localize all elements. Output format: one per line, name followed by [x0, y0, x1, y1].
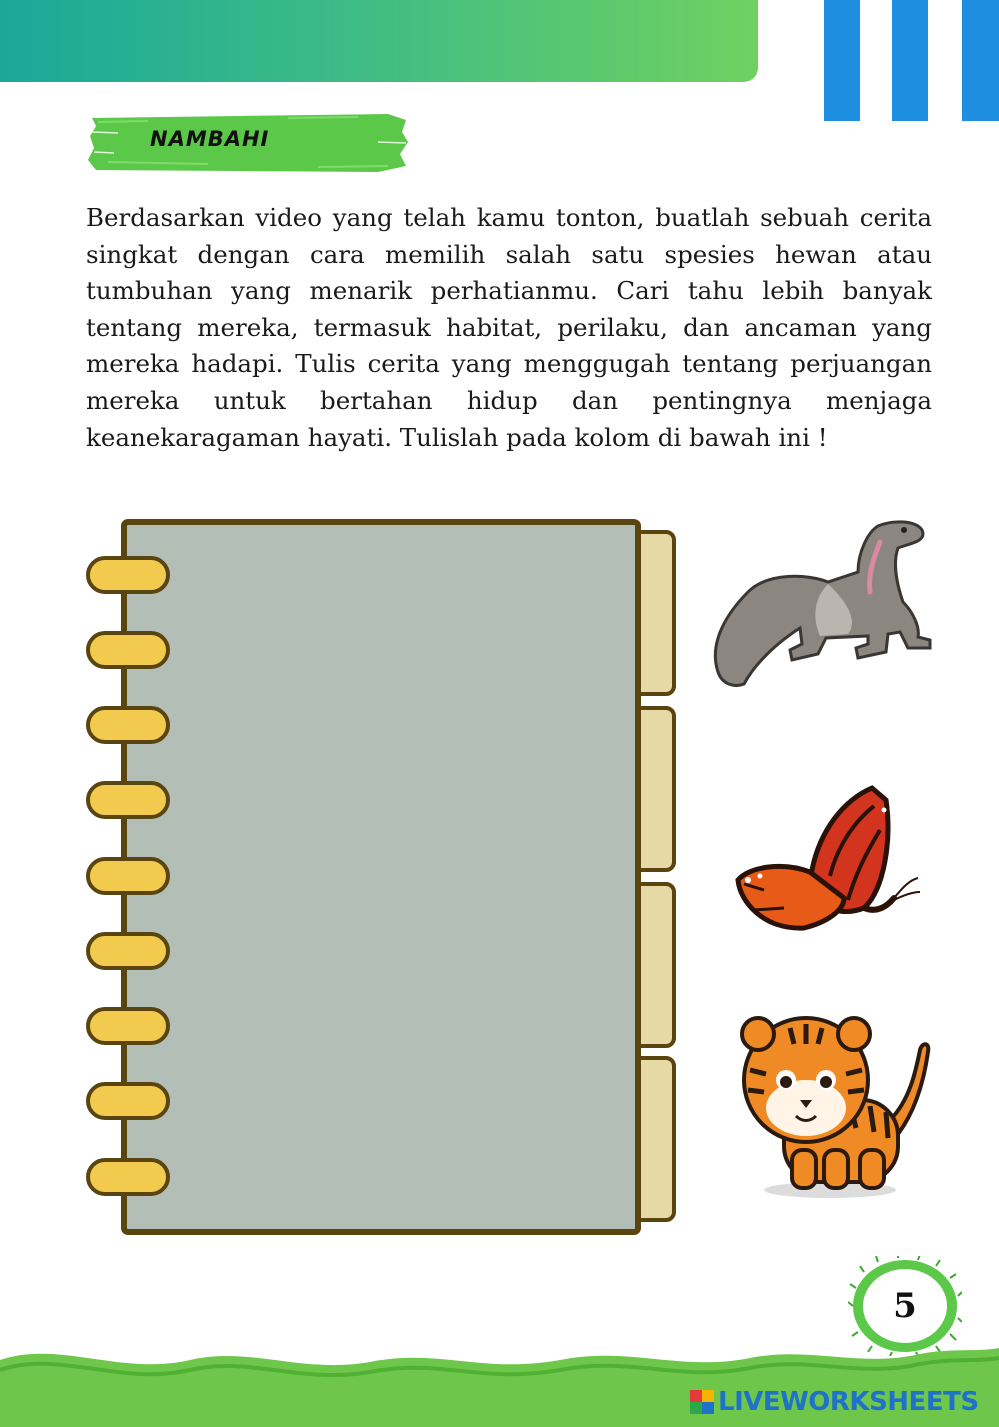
decorative-bar — [824, 0, 860, 121]
butterfly-icon — [724, 780, 924, 950]
section-title: NAMBAHI — [150, 127, 270, 151]
section-label — [88, 112, 408, 174]
watermark — [690, 1386, 979, 1418]
tiger-cub-icon — [720, 1000, 950, 1210]
decorative-bar — [962, 0, 999, 121]
decorative-bar — [892, 0, 928, 121]
watermark-text: LIVEWORKSHEETS — [718, 1387, 979, 1417]
header-band — [0, 0, 758, 82]
komodo-dragon-icon — [708, 512, 938, 692]
page-number: 5 — [893, 1286, 917, 1326]
instructions-text: Berdasarkan video yang telah kamu tonton, buatlah sebuah cerita singkat dengan cara memilih salah satu spesies hewan atau tumbuhan yang menarik perhatianmu. Cari tahu lebih banyak tentang mereka, termasuk habitat, perilaku, dan ancaman yang mereka hadapi. Tulis cerita yang menggugah tentang perjuangan mereka untuk bertahan hidup dan pentingnya menjaga keanekaragaman hayati. Tulislah pada kolom di bawah ini ! — [86, 203, 932, 452]
notebook — [84, 516, 684, 1238]
answer-textarea[interactable] — [126, 524, 636, 1230]
liveworksheets-logo-icon — [690, 1390, 714, 1414]
